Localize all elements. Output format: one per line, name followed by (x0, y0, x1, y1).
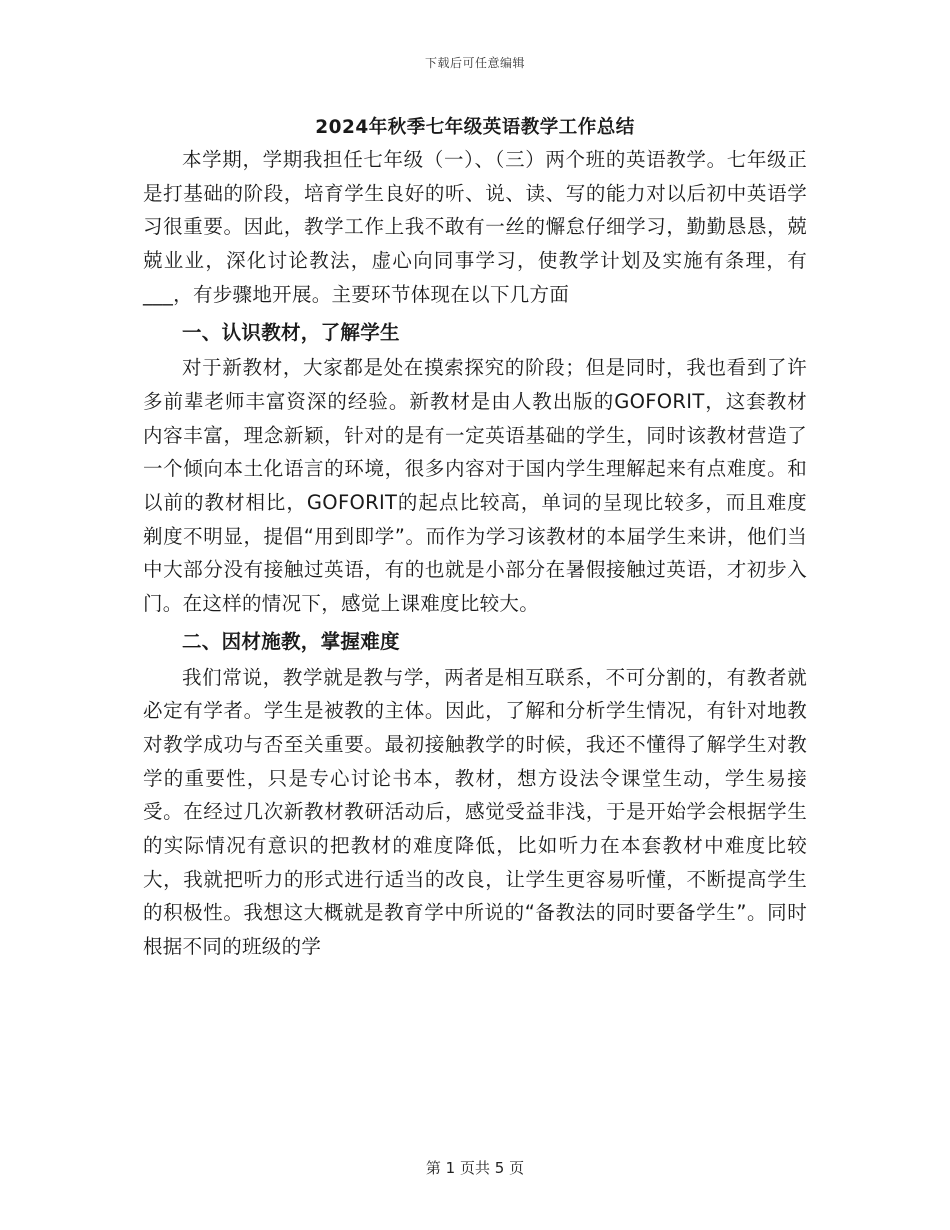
section-heading-1: 一、认识教材，了解学生 (182, 320, 400, 344)
header-note: 下载后可任意编辑 (424, 56, 525, 70)
section-body-1: 对于新教材，大家都是处在摸索探究的阶段；但是同时，我也看到了许多前辈老师丰富资深的经验。新教材是由人教出版的GOFORIT，这套教材内容丰富，理念新颖，针对的是有一定英语基础的学生，同时该教材营造了一个倾向本土化语言的环境，很多内容对于国内学生理解起来有点难度。和以前的教材相比，GOFORIT的起点比较高，单词的呈现比较多，而且难度剃度不明显，提倡“用到即学”。而作为学习该教材的本届学生来讲，他们当中大部分没有接触过英语，有的也就是小部分在暑假接触过英语，才初步入门。在这样的情况下，感觉上课难度比较大。 (143, 356, 807, 616)
section-heading-2: 二、因材施教，掌握难度 (182, 629, 400, 653)
page-number-footer: 第 1 页共 5 页 (425, 1159, 525, 1177)
document-body (143, 113, 807, 964)
document-title: 2024年秋季七年级英语教学工作总结 (315, 117, 635, 138)
intro-paragraph: 本学期，学期我担任七年级（一）、（三）两个班的英语教学。七年级正是打基础的阶段，培育学生良好的听、说、读、写的能力对以后初中英语学习很重要。因此，教学工作上我不敢有一丝的懈怠仔细学习，勤勤恳恳，兢兢业业，深化讨论教法，虚心向同事学习，使教学计划及实施有条理，有___，有步骤地开展。主要环节体现在以下几方面 (143, 148, 807, 306)
section-body-2: 我们常说，教学就是教与学，两者是相互联系，不可分割的，有教者就必定有学者。学生是被教的主体。因此，了解和分析学生情况，有针对地教对教学成功与否至关重要。最初接触教学的时候，我还不懂得了解学生对教学的重要性，只是专心讨论书本，教材，想方设法令课堂生动，学生易接受。在经过几次新教材教研活动后，感觉受益非浅，于是开始学会根据学生的实际情况有意识的把教材的难度降低，比如听力在本套教材中难度比较大，我就把听力的形式进行适当的改良，让学生更容易听懂，不断提高学生的积极性。我想这大概就是教育学中所说的“备教法的同时要备学生”。同时根据不同的班级的学 (143, 665, 807, 959)
